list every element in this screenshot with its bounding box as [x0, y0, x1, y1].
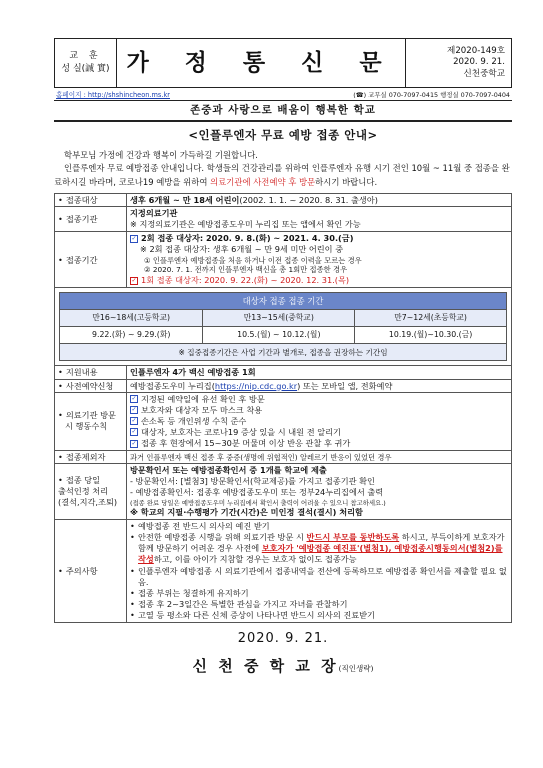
- criteria-2: ② 2020. 7. 1. 전까지 인플루엔자 백신을 총 1회만 접종한 경우: [144, 265, 348, 275]
- checkbox-icon: ✓: [131, 276, 137, 284]
- agency-name: 지정의료기관: [130, 208, 178, 219]
- checkbox-icon: ✓: [131, 395, 137, 403]
- school-name: 신천중학교: [463, 68, 505, 79]
- rule-item: 손소독 등 개인위생 수칙 준수: [141, 415, 247, 426]
- value-attendance: [127, 464, 512, 520]
- attendance-note: (접종 완료 당일은 예방접종도우미 누리집에서 확인서 출력이 어려울 수 있으니 참고하세요.): [130, 498, 386, 507]
- criteria-1: ① 인플루엔자 예방접종을 처음 하거나 이전 접종 이력을 모르는 경우: [144, 255, 362, 265]
- attendance-visit-cert: - 방문확인서: [별첨3] 방문확인서(학교제공)를 가지고 접종기관 확인: [130, 476, 375, 487]
- schedule-col-middle: 만13~15세(중학교): [203, 310, 355, 327]
- rule-item: 접종 후 현장에서 15~30분 머물며 이상 반응 관찰 후 귀가: [141, 438, 351, 449]
- row-caution: [55, 520, 512, 623]
- checkbox-icon: ✓: [131, 428, 137, 436]
- caution-item: • 예방접종 전 반드시 의사의 예진 받기: [130, 521, 508, 532]
- schedule-table: [59, 292, 507, 361]
- value-target: [127, 194, 512, 207]
- caution-text: 안전한 예방접종 시행을 위해 의료기관 방문 시: [138, 532, 307, 543]
- attendance-main: 방문확인서 또는 예방접종확인서 중 1개를 학교에 제출: [130, 465, 327, 476]
- intro-body-end: 하시기 바랍니다.: [315, 176, 378, 187]
- phone-numbers: (☎) 교무실 070-7097-0415 행정실 070-7097-0404: [353, 91, 510, 100]
- intro-emphasis: 의료기관에 사전예약 후 방문: [210, 176, 316, 187]
- contact-bar: [54, 88, 512, 101]
- caution-item: • 접종 부위는 청결하게 유지하기: [130, 588, 508, 599]
- schedule-date-middle: 10.5.(월) ~ 10.12.(월): [203, 327, 355, 344]
- label-rules: • 의료기관 방문 시 행동수칙: [55, 392, 127, 450]
- attendance-exam-note: ※ 학교의 지필·수행평가 기간(시간)은 미인정 결석(결시) 처리함: [130, 507, 363, 518]
- label-attendance: • 접종 당일 출석인정 처리 (결석,지각,조퇴): [55, 464, 127, 520]
- caution-item: • 접종 후 2~3일간은 특별한 관심을 가지고 자녀를 관찰하기: [130, 599, 508, 610]
- label-attendance-text-3: (결석,지각,조퇴): [58, 497, 118, 508]
- principal-signature: [54, 657, 512, 676]
- schedule-col-high: 만16~18세(고등학교): [60, 310, 203, 327]
- signer-name: 신 천 중 학 교 장: [192, 657, 339, 676]
- label-support-text: 지원내용: [65, 367, 98, 378]
- label-caution-text: 주의사항: [65, 565, 98, 576]
- issue-date: 2020. 9. 21.: [453, 57, 505, 68]
- label-exclude-text: 접종제외자: [65, 452, 106, 463]
- label-period-text: 접종기간: [65, 254, 98, 265]
- school-motto: [55, 39, 117, 87]
- caution-text: 하고, 이를 아이가 지참할 경우는 보호자 없이도 접종가능: [153, 554, 357, 565]
- checkbox-icon: ✓: [131, 234, 137, 242]
- label-agency: • 접종기관: [55, 207, 127, 232]
- schedule-title: 대상자 접종 접종 기간: [60, 293, 507, 310]
- motto-text: 성 실(誠 實): [61, 64, 110, 74]
- one-dose-period: 1회 접종 대상자: 2020. 9. 22.(화) ~ 2020. 12. 31.(목): [141, 275, 350, 286]
- rule-item: 대상자, 보호자는 코로나19 증상 있을 시 내원 전 알리기: [141, 426, 341, 437]
- masthead: [54, 38, 512, 88]
- row-target: [55, 194, 512, 207]
- row-rules: [55, 392, 512, 450]
- caution-item: • 고열 등 평소와 다른 신체 증상이 나타나면 반드시 의사의 진료받기: [130, 610, 508, 621]
- intro-body-text: 인플루엔자 무료 예방접종 안내입니다. 학생들의 건강관리를 위하여 인플루엔자 유행 시기 전인 10월 ~ 11월 중 접종을 완료하시길 바라며, 코로나19 예방을 위하여: [54, 163, 510, 187]
- attendance-vaccine-cert: - 예방접종확인서: 접종후 예방접종도우미 또는 정부24누리집에서 출력: [130, 487, 384, 498]
- checkbox-icon: ✓: [131, 439, 137, 447]
- label-exclude: • 접종제외자: [55, 451, 127, 464]
- target-birth-range: (2002. 1. 1. ~ 2020. 8. 31. 출생아): [239, 195, 378, 206]
- intro-text: [54, 149, 512, 189]
- caution-emphasis: 반드시 부모를 동반하도록: [306, 532, 400, 543]
- agency-note: ※ 지정의료기관은 예방접종도우미 누리집 또는 앱에서 확인 가능: [130, 219, 361, 230]
- value-period: [127, 232, 512, 288]
- two-dose-criteria: ※ 2회 접종 대상자: 생후 6개월 ~ 만 9세 미만 어린이 중: [140, 244, 344, 255]
- row-precheck: [55, 379, 512, 392]
- label-precheck-text: 사전예약신청: [65, 380, 114, 391]
- value-agency: [127, 207, 512, 232]
- precheck-text-end: ) 또는 모바일 앱, 전화예약: [297, 380, 393, 391]
- info-table: [54, 193, 512, 623]
- row-schedule: [55, 288, 512, 366]
- seal-note: (직인생략): [338, 664, 374, 674]
- label-period: • 접종기간: [55, 232, 127, 288]
- checkbox-icon: ✓: [131, 406, 137, 414]
- label-rules-text-2: 시 행동수칙: [65, 421, 108, 432]
- label-target-text: 접종대상: [65, 195, 98, 206]
- row-attendance: [55, 464, 512, 520]
- schedule-col-elementary: 만7~12세(초등학교): [355, 310, 507, 327]
- value-caution: [127, 520, 512, 623]
- issue-number: 제2020-149호: [447, 45, 505, 56]
- caution-item: [130, 532, 508, 565]
- checkbox-icon: ✓: [131, 417, 137, 425]
- caution-item: • 인플루엔자 예방접종 시 의료기관에서 접종내역을 전산에 등록하므로 예방접종 확인서를 제출할 필요 없음.: [130, 566, 508, 588]
- rule-item: 지정된 예약일에 유선 확인 후 방문: [141, 393, 265, 404]
- caution-text: 하시고, 부득이하게 보호자가 함께 방문하기 어려운 경우 사전에: [138, 532, 505, 554]
- issue-info: [405, 39, 511, 87]
- newsletter-page: [54, 38, 512, 676]
- row-support: [55, 366, 512, 379]
- footer-date: 2020. 9. 21.: [237, 630, 329, 646]
- value-precheck: [127, 379, 512, 392]
- value-rules: [127, 392, 512, 450]
- row-exclude: [55, 451, 512, 464]
- nip-link[interactable]: https://nip.cdc.go.kr: [214, 380, 298, 391]
- precheck-text: 예방접종도우미 누리집(: [130, 380, 215, 391]
- schedule-date-elementary: 10.19.(월)~10.30.(금): [355, 327, 507, 344]
- rule-item: 보호자와 대상자 모두 마스크 착용: [141, 404, 263, 415]
- caution-emphasis: 보호자가 '예방접종 예진표'(별첨1), 예방접종시행동의서(별첨2)를 작성: [138, 543, 503, 565]
- target-age: 생후 6개월 ~ 만 18세 어린이: [130, 195, 240, 206]
- school-slogan: 존중과 사랑으로 배움이 행복한 학교: [54, 101, 512, 122]
- intro-body: [54, 162, 512, 189]
- intro-greeting: 학부모님 가정에 건강과 행복이 가득하길 기원합니다.: [64, 149, 258, 160]
- label-attendance-text-1: 접종 당일: [65, 475, 101, 486]
- schedule-note: ※ 집중접종기간은 사업 기간과 별개로, 접종을 권장하는 기간임: [60, 344, 507, 361]
- value-exclude: 과거 인플루엔자 백신 접종 후 중증(생명에 위협적인) 알레르기 반응이 있었던 경우: [127, 451, 512, 464]
- label-rules-text-1: 의료기관 방문: [65, 410, 116, 421]
- label-caution: • 주의사항: [55, 520, 127, 623]
- newsletter-title: 가 정 통 신 문: [126, 48, 396, 76]
- row-period: [55, 232, 512, 288]
- label-precheck: • 사전예약신청: [55, 379, 127, 392]
- notice-heading: <인플루엔자 무료 예방 접종 안내>: [188, 128, 378, 143]
- schedule-cell: [55, 288, 512, 366]
- label-attendance-text-2: 출석인정 처리: [58, 486, 109, 497]
- two-dose-period: 2회 접종 대상자: 2020. 9. 8.(화) ~ 2021. 4. 30.(금): [141, 233, 354, 244]
- motto-label: 교 훈: [69, 50, 102, 61]
- label-agency-text: 접종기관: [65, 214, 98, 225]
- homepage-link[interactable]: 홈페이지 : http://shshincheon.ms.kr: [56, 91, 170, 99]
- row-agency: [55, 207, 512, 232]
- label-target: • 접종대상: [55, 194, 127, 207]
- label-support: • 지원내용: [55, 366, 127, 379]
- value-support: 인플루엔자 4가 백신 예방접종 1회: [127, 366, 512, 379]
- schedule-date-high: 9.22.(화) ~ 9.29.(화): [60, 327, 203, 344]
